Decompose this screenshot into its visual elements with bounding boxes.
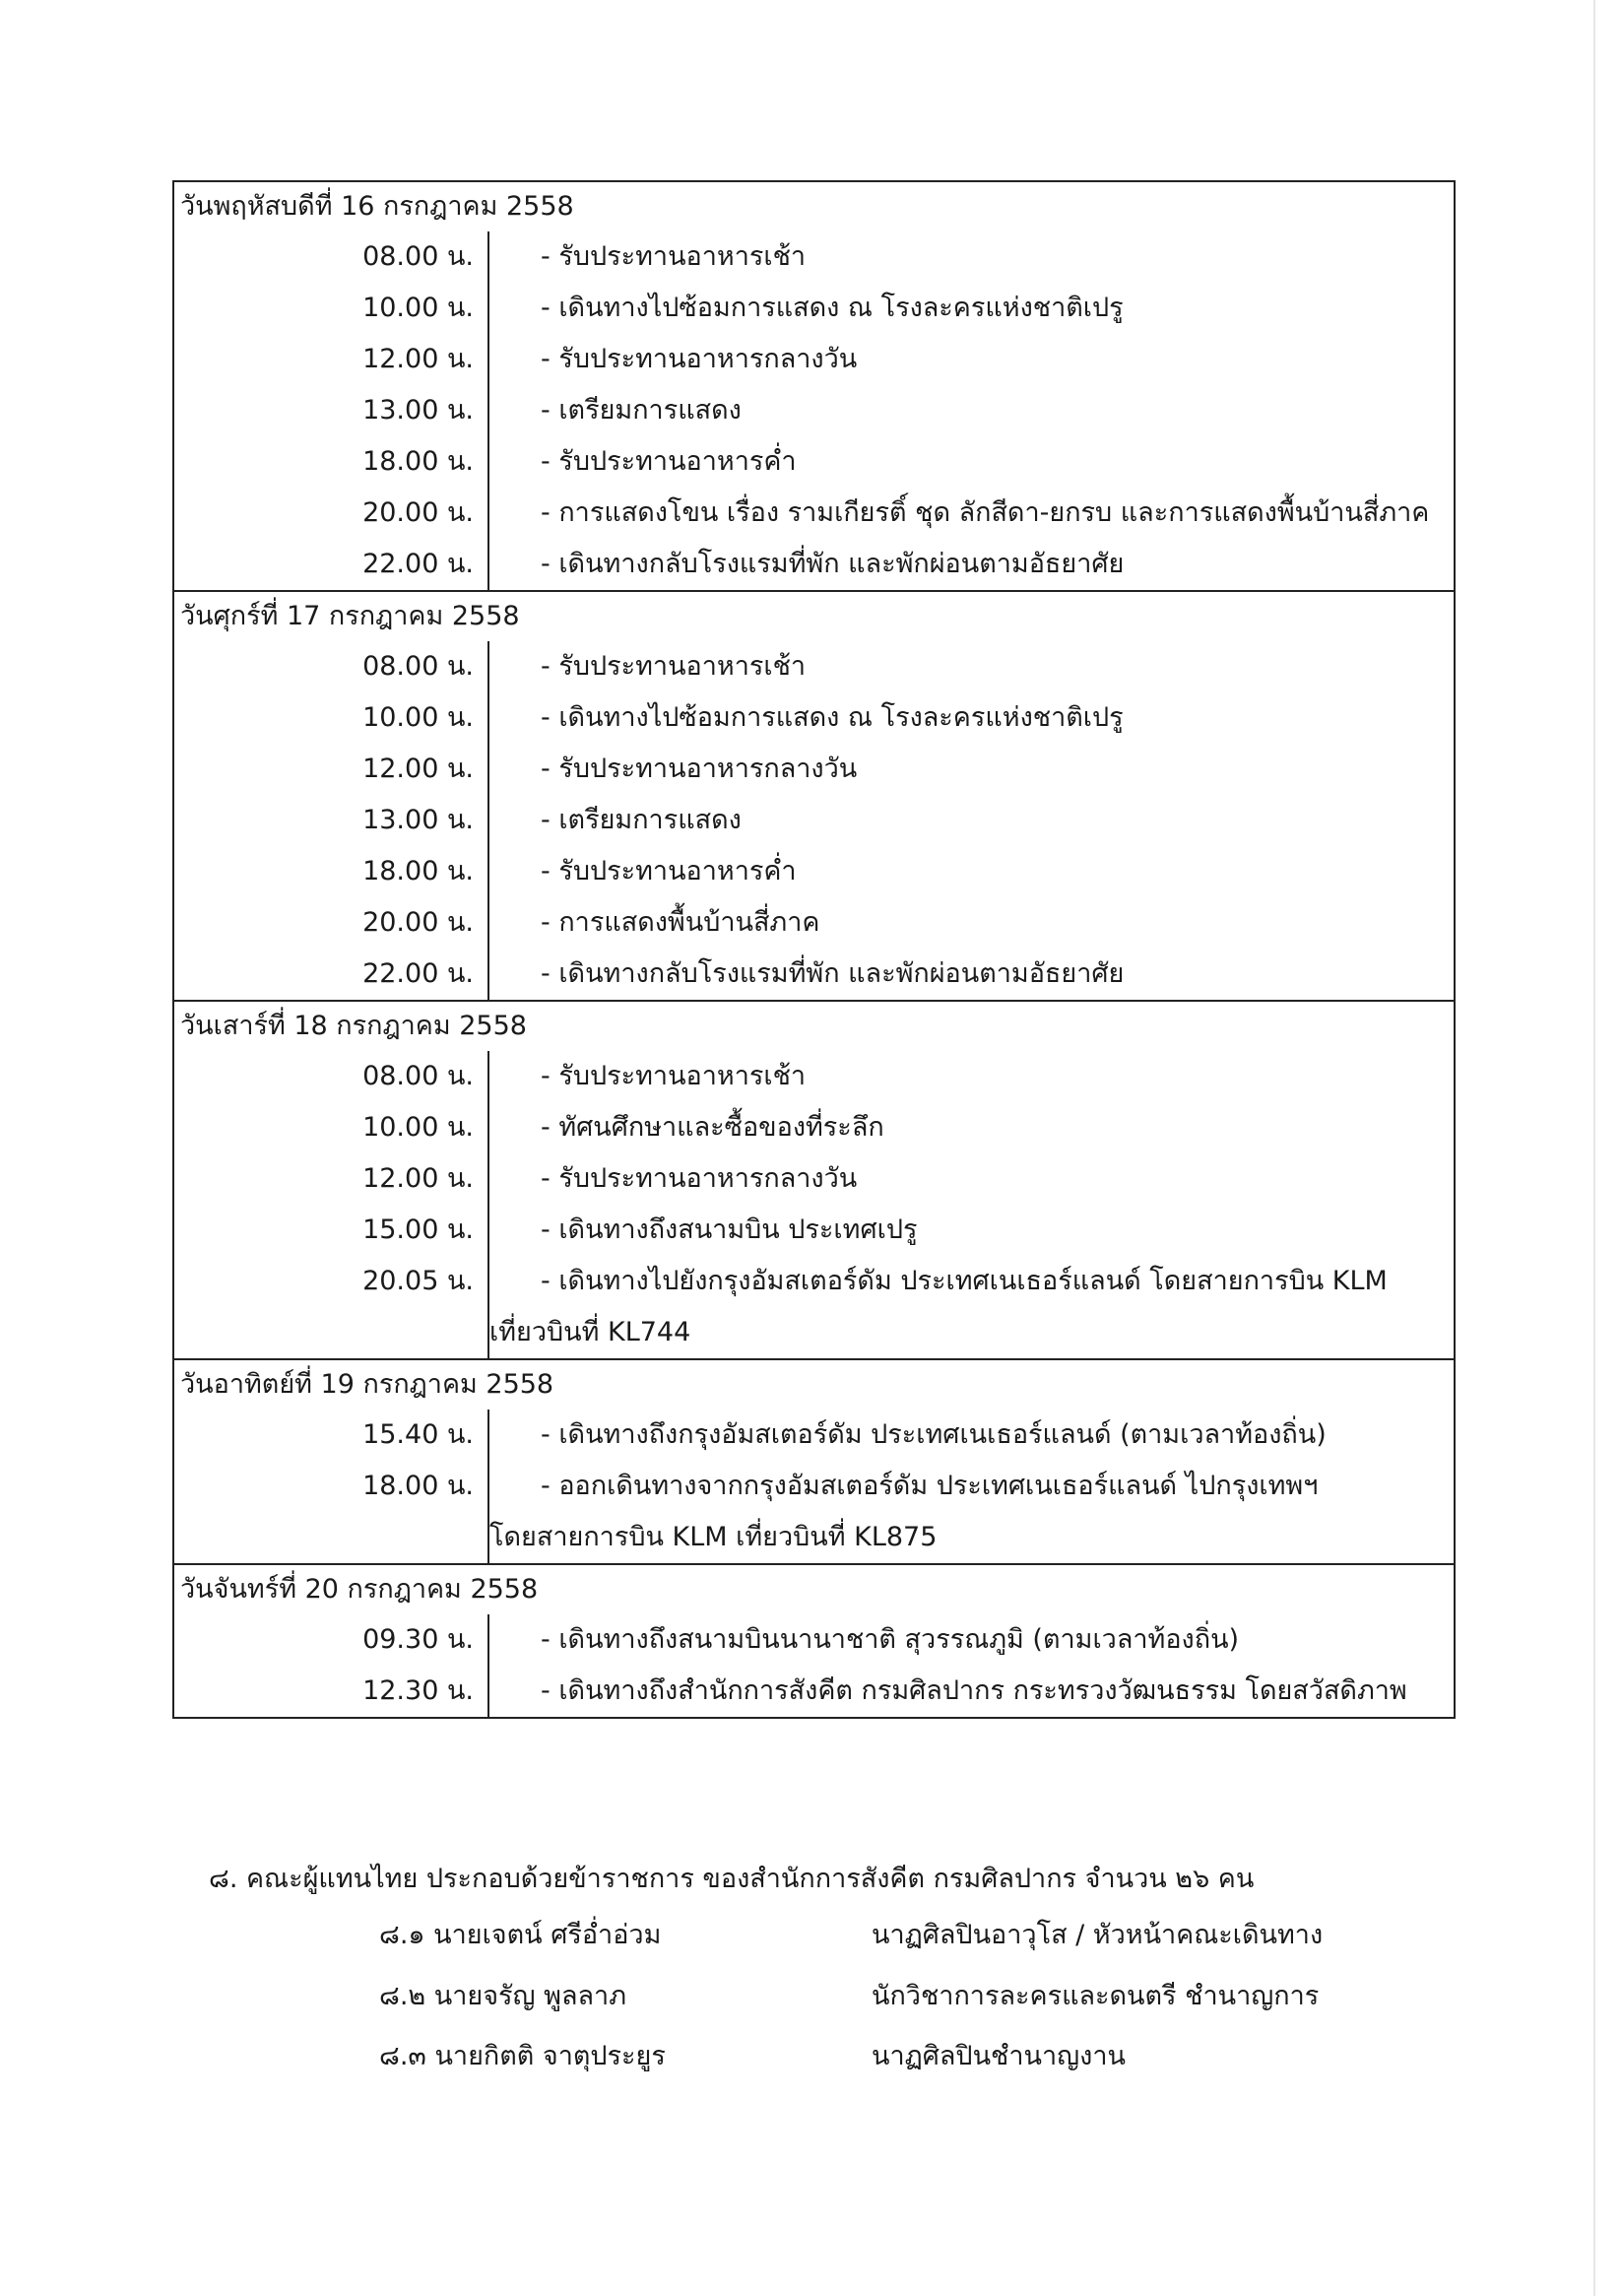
member-name: ๘.๑ นายเจตน์ ศรีอ่ำอ่วม [379, 1920, 662, 1950]
delegation-heading: ๘. คณะผู้แทนไทย ประกอบด้วยข้าราชการ ของสำนักการสังคีต กรมศิลปากร จำนวน ๒๖ คน [209, 1864, 1255, 1894]
schedule-row [173, 795, 1455, 846]
event-description: - รับประทานอาหารเช้า [541, 241, 807, 272]
event-time: 12.00 น. [173, 744, 488, 795]
event-time: 13.00 น. [173, 795, 488, 846]
day-header-row [173, 181, 1455, 231]
schedule-row-continuation [173, 1512, 1455, 1564]
event-time-empty [173, 1512, 488, 1564]
day-header-row [173, 1564, 1455, 1614]
schedule-row [173, 1153, 1455, 1205]
event-time-empty [173, 1307, 488, 1359]
schedule-row-continuation [173, 1307, 1455, 1359]
schedule-row [173, 897, 1455, 949]
event-description: - ทัศนศึกษาและซื้อของที่ระลึก [541, 1112, 884, 1143]
schedule-row [173, 488, 1455, 539]
event-time: 18.00 น. [173, 436, 488, 488]
event-description: - เดินทางไปซ้อมการแสดง ณ โรงละครแห่งชาติเปรู [541, 702, 1124, 733]
event-description: - การแสดงพื้นบ้านสี่ภาค [541, 907, 820, 938]
page-edge-line [1593, 0, 1595, 2296]
event-description: - รับประทานอาหารกลางวัน [541, 754, 858, 784]
schedule-row [173, 949, 1455, 1001]
event-time: 12.00 น. [173, 1153, 488, 1205]
member-role: นักวิชาการละครและดนตรี ชำนาญการ [872, 1981, 1320, 2011]
event-description: - เตรียมการแสดง [541, 805, 742, 835]
event-description-continued: โดยสายการบิน KLM เที่ยวบินที่ KL875 [489, 1522, 938, 1552]
member-role: นาฏศิลปินชำนาญงาน [872, 2041, 1126, 2071]
event-time: 08.00 น. [173, 641, 488, 692]
day-title: วันจันทร์ที่ 20 กรกฎาคม 2558 [173, 1564, 1455, 1614]
schedule-row [173, 1461, 1455, 1512]
delegation-section [209, 1860, 1254, 1899]
member-name: ๘.๒ นายจรัญ พูลลาภ [379, 1981, 626, 2011]
event-time: 20.00 น. [173, 897, 488, 949]
day-title: วันศุกร์ที่ 17 กรกฎาคม 2558 [173, 591, 1455, 641]
event-time: 15.40 น. [173, 1410, 488, 1461]
event-time: 09.30 น. [173, 1614, 488, 1666]
event-description: - เดินทางกลับโรงแรมที่พัก และพักผ่อนตามอัธยาศัย [541, 549, 1125, 579]
event-description: - รับประทานอาหารเช้า [541, 1061, 807, 1091]
schedule-table [172, 180, 1456, 1719]
schedule-row [173, 641, 1455, 692]
day-title: วันเสาร์ที่ 18 กรกฎาคม 2558 [173, 1001, 1455, 1051]
schedule-row [173, 744, 1455, 795]
event-description: - เตรียมการแสดง [541, 395, 742, 426]
event-description: - รับประทานอาหารค่ำ [541, 446, 797, 477]
schedule-row [173, 334, 1455, 385]
event-description: - เดินทางถึงกรุงอัมสเตอร์ดัม ประเทศเนเธอร์แลนด์ (ตามเวลาท้องถิ่น) [541, 1419, 1327, 1450]
event-time: 18.00 น. [173, 1461, 488, 1512]
event-time: 22.00 น. [173, 539, 488, 591]
event-description: - รับประทานอาหารค่ำ [541, 856, 797, 886]
event-time: 20.05 น. [173, 1256, 488, 1307]
event-time: 22.00 น. [173, 949, 488, 1001]
day-title: วันอาทิตย์ที่ 19 กรกฎาคม 2558 [173, 1359, 1455, 1410]
schedule-row [173, 1256, 1455, 1307]
schedule-row [173, 436, 1455, 488]
event-description: - รับประทานอาหารเช้า [541, 651, 807, 682]
schedule-row [173, 1666, 1455, 1718]
event-time: 10.00 น. [173, 692, 488, 744]
event-time: 10.00 น. [173, 283, 488, 334]
schedule-row [173, 846, 1455, 897]
day-header-row [173, 591, 1455, 641]
event-description: - เดินทางไปซ้อมการแสดง ณ โรงละครแห่งชาติเปรู [541, 293, 1124, 323]
event-time: 15.00 น. [173, 1205, 488, 1256]
schedule-row [173, 1205, 1455, 1256]
event-description-continued: เที่ยวบินที่ KL744 [489, 1317, 691, 1347]
schedule-row [173, 1051, 1455, 1102]
day-header-row [173, 1001, 1455, 1051]
event-time: 12.30 น. [173, 1666, 488, 1718]
schedule-row [173, 385, 1455, 436]
event-time: 08.00 น. [173, 1051, 488, 1102]
event-time: 18.00 น. [173, 846, 488, 897]
schedule-row [173, 1614, 1455, 1666]
event-time: 08.00 น. [173, 231, 488, 283]
event-description: - ออกเดินทางจากกรุงอัมสเตอร์ดัม ประเทศเนเธอร์แลนด์ ไปกรุงเทพฯ [541, 1471, 1319, 1501]
event-description: - เดินทางไปยังกรุงอัมสเตอร์ดัม ประเทศเนเธอร์แลนด์ โดยสายการบิน KLM [541, 1266, 1388, 1296]
schedule-row [173, 692, 1455, 744]
event-description: - เดินทางกลับโรงแรมที่พัก และพักผ่อนตามอัธยาศัย [541, 958, 1125, 989]
event-description: - รับประทานอาหารกลางวัน [541, 344, 858, 374]
event-time: 12.00 น. [173, 334, 488, 385]
schedule-row [173, 283, 1455, 334]
event-description: - รับประทานอาหารกลางวัน [541, 1163, 858, 1194]
member-name: ๘.๓ นายกิตติ จาตุประยูร [379, 2041, 666, 2071]
event-time: 20.00 น. [173, 488, 488, 539]
event-time: 10.00 น. [173, 1102, 488, 1153]
event-description: - เดินทางถึงสนามบินนานาชาติ สุวรรณภูมิ (ตามเวลาท้องถิ่น) [541, 1624, 1240, 1655]
schedule-row [173, 539, 1455, 591]
event-time: 13.00 น. [173, 385, 488, 436]
day-header-row [173, 1359, 1455, 1410]
member-role: นาฏศิลปินอาวุโส / หัวหน้าคณะเดินทาง [872, 1920, 1324, 1950]
day-title: วันพฤหัสบดีที่ 16 กรกฎาคม 2558 [180, 191, 574, 222]
event-description: - การแสดงโขน เรื่อง รามเกียรติ์ ชุด ลักสีดา-ยกรบ และการแสดงพื้นบ้านสี่ภาค [541, 497, 1430, 528]
schedule-row [173, 1102, 1455, 1153]
event-description: - เดินทางถึงสำนักการสังคีต กรมศิลปากร กระทรวงวัฒนธรรม โดยสวัสดิภาพ [541, 1675, 1407, 1706]
schedule-row [173, 231, 1455, 283]
event-description: - เดินทางถึงสนามบิน ประเทศเปรู [541, 1214, 918, 1245]
schedule-row [173, 1410, 1455, 1461]
